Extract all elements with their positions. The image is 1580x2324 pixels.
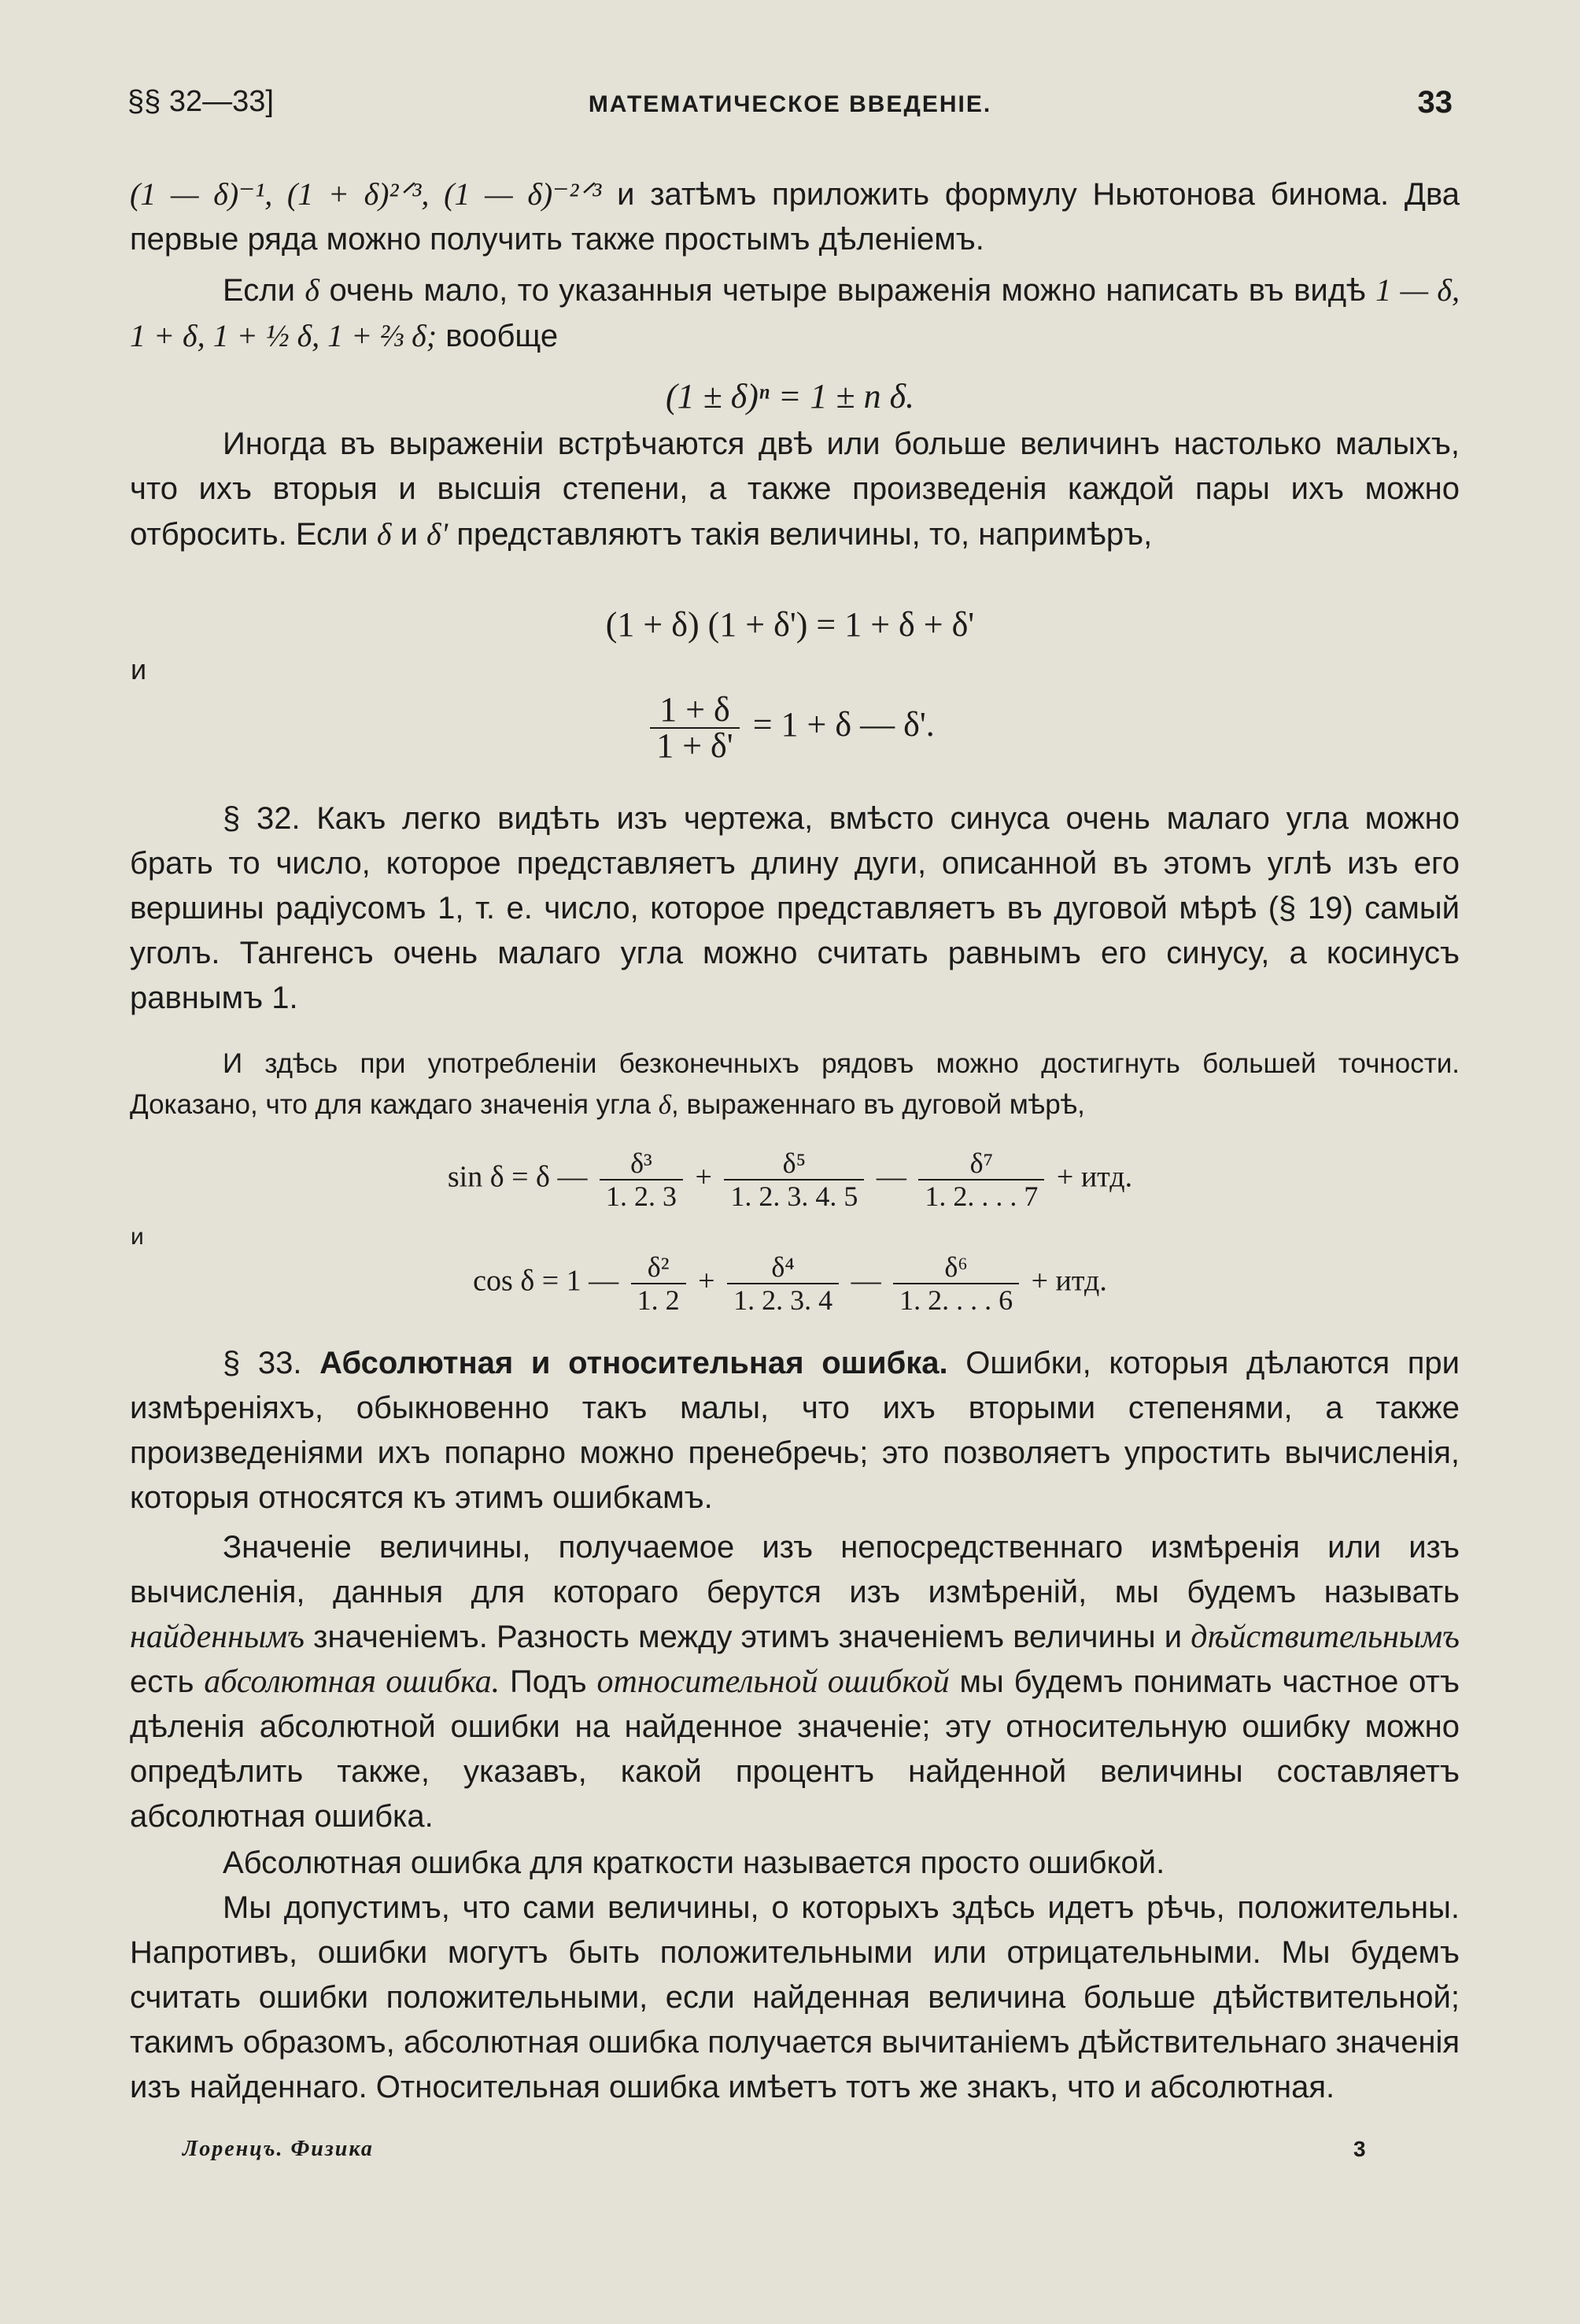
text-run: И здѣсь при употребленіи безконечныхъ рядовъ можно достигнуть большей точности. Доказано, что для каждаго значенія угла — [130, 1048, 1460, 1120]
term-numerator: δ² — [631, 1251, 686, 1284]
term-denominator: 1. 2. 3. 4. 5 — [730, 1180, 858, 1212]
term-actual-value: дѣйствительнымъ — [1191, 1619, 1460, 1655]
sheet-number: 3 — [1353, 2137, 1366, 2161]
delta-symbol: δ — [376, 516, 392, 552]
series-term — [727, 1251, 839, 1316]
approx-expressions: 1 — δ, 1 + δ, 1 + ½ δ, 1 + ⅔ δ; — [130, 272, 1460, 353]
term-denominator: 1. 2 — [637, 1284, 680, 1316]
page-number: 33 — [1417, 85, 1453, 120]
section-32-paragraph: § 32. Какъ легко видѣть изъ чертежа, вмѣсто синуса очень малаго угла можно брать то число, которое представляетъ длину дуги, описанной въ этомъ углѣ изъ его вершины радіусомъ 1, т. е. число, которое представляетъ въ дуговой мѣрѣ (§ 19) самый уголъ. Тангенсъ очень малаго угла можно считать равнымъ его синусу, а косинусъ равнымъ 1. — [130, 801, 1460, 1015]
paragraph-error-signs: Мы допустимъ, что сами величины, о которыхъ здѣсь идетъ рѣчь, положительны. Напротивъ, ошибки могутъ быть положительными или отрицательными. Мы будемъ считать ошибки положительными, если найденная величина больше дѣйствительной; такимъ образомъ, абсолютная ошибка получается вычитаніемъ дѣйствительнаго значенія изъ найденнаго. Относительная ошибка имѣетъ тотъ же знакъ, что и абсолютная. — [130, 1890, 1460, 2104]
text-run: очень мало, то указанныя четыре выраженія можно написать въ видѣ — [329, 273, 1366, 308]
term-denominator: 1. 2. 3 — [605, 1180, 677, 1212]
paragraph-binomial — [130, 172, 1460, 262]
series-lhs: cos δ = 1 — — [473, 1264, 619, 1298]
term-numerator: δ³ — [600, 1147, 683, 1180]
term-denominator: 1. 2. 3. 4 — [733, 1284, 833, 1316]
paragraph-binomial-text: и затѣмъ приложить формулу Ньютонова бинома. Два первые ряда можно получить также простымъ дѣленіемъ. — [130, 177, 1460, 257]
text-run: , выраженнаго въ дуговой мѣрѣ, — [671, 1089, 1085, 1120]
term-numerator: δ⁴ — [727, 1251, 839, 1284]
term-numerator: δ⁶ — [893, 1251, 1019, 1284]
formula-rhs: = 1 ± n δ. — [777, 377, 915, 416]
series-operator: + — [698, 1264, 715, 1298]
running-title: МАТЕМАТИЧЕСКОЕ ВВЕДЕНІЕ. — [588, 91, 992, 117]
term-denominator: 1. 2. . . . 7 — [925, 1180, 1039, 1212]
delta-prime-symbol: δ' — [426, 516, 449, 552]
term-relative-error: относительной ошибкой — [596, 1664, 950, 1700]
text-run: Подъ — [510, 1664, 587, 1699]
sine-series — [0, 1147, 1580, 1212]
text-run: мы будемъ понимать частное отъ дѣленія абсолютной ошибки на найденное значеніе; эту относительную ошибку можно опредѣлить также, указавъ, какой процентъ найденной величины составляетъ абсолютная ошибка. — [130, 1664, 1460, 1834]
series-operator: + — [695, 1160, 712, 1194]
text-run: есть — [130, 1664, 194, 1699]
section-title: Абсолютная и относительная ошибка. — [319, 1346, 948, 1380]
delta-symbol: δ — [658, 1089, 672, 1120]
fraction-denominator: 1 + δ' — [656, 726, 733, 765]
paragraph-short-definition: Абсолютная ошибка для краткости называется просто ошибкой. — [223, 1846, 1165, 1880]
series-lhs: sin δ = δ — — [447, 1160, 588, 1194]
term-found-value: найденнымъ — [130, 1619, 305, 1655]
binomial-expressions: (1 — δ)⁻¹, (1 + δ)²ᐟ³, (1 — δ)⁻²ᐟ³ — [130, 176, 602, 212]
text-run: Если — [223, 273, 295, 308]
quotient-rhs: = 1 + δ — δ'. — [752, 705, 935, 744]
text-run: Ошибки, которыя дѣлаются при измѣреніяхъ, обыкновенно такъ малы, что ихъ вторыми степенями, а также произведеніями ихъ попарно можно пренебречь; это позволяетъ упростить вычисленія, которыя относятся къ этимъ ошибкамъ. — [130, 1346, 1460, 1515]
delta-symbol: δ — [305, 272, 319, 308]
footer-signature: Лоренцъ. Физика — [183, 2137, 374, 2161]
formula-general-power — [0, 376, 1580, 416]
formula-product: (1 + δ) (1 + δ') = 1 + δ + δ' — [605, 605, 975, 644]
series-term — [724, 1147, 864, 1212]
paragraph-error-definitions — [130, 1525, 1460, 1839]
term-denominator: 1. 2. . . . 6 — [899, 1284, 1013, 1316]
formula-quotient — [0, 690, 1580, 765]
section-range-header: §§ 32—33] — [127, 85, 274, 118]
series-tail: + итд. — [1031, 1264, 1107, 1298]
series-tail: + итд. — [1056, 1160, 1133, 1194]
series-term — [600, 1147, 683, 1212]
term-numerator: δ⁵ — [724, 1147, 864, 1180]
cosine-series — [0, 1251, 1580, 1316]
series-term — [918, 1147, 1044, 1212]
paragraph-small-delta — [130, 268, 1460, 359]
series-operator: — — [876, 1160, 906, 1194]
section-number: § 33. — [223, 1346, 302, 1380]
text-run: значеніемъ. Разность между этимъ значеніемъ величины и — [313, 1620, 1183, 1654]
quotient-fraction — [650, 690, 739, 765]
text-run: вообще — [445, 319, 559, 353]
text-run: и — [400, 517, 418, 552]
formula-lhs: (1 ± δ)ⁿ — [665, 377, 770, 416]
series-term — [893, 1251, 1019, 1316]
term-absolute-error: абсолютная ошибка. — [204, 1664, 500, 1700]
section-33-paragraph — [130, 1341, 1460, 1520]
text-run: Значеніе величины, получаемое изъ непосредственнаго измѣренія или изъ вычисленія, данныя для котораго берутся изъ измѣреній, мы будемъ называть — [130, 1530, 1460, 1609]
term-numerator: δ⁷ — [918, 1147, 1044, 1180]
text-run: Иногда въ выраженіи встрѣчаются двѣ или больше величинъ настолько малыхъ, что ихъ вторыя и высшія степени, а также произведенія каждой пары ихъ можно отбросить. Если — [130, 427, 1460, 552]
series-operator: — — [851, 1264, 881, 1298]
series-intro-paragraph — [130, 1044, 1460, 1125]
conjunction-label: и — [131, 653, 147, 685]
paragraph-two-small-quantities — [130, 422, 1460, 557]
series-term — [631, 1251, 686, 1316]
conjunction-label: и — [131, 1224, 144, 1250]
text-run: представляютъ такія величины, то, напримѣръ, — [456, 517, 1153, 552]
fraction-numerator: 1 + δ — [650, 693, 739, 729]
